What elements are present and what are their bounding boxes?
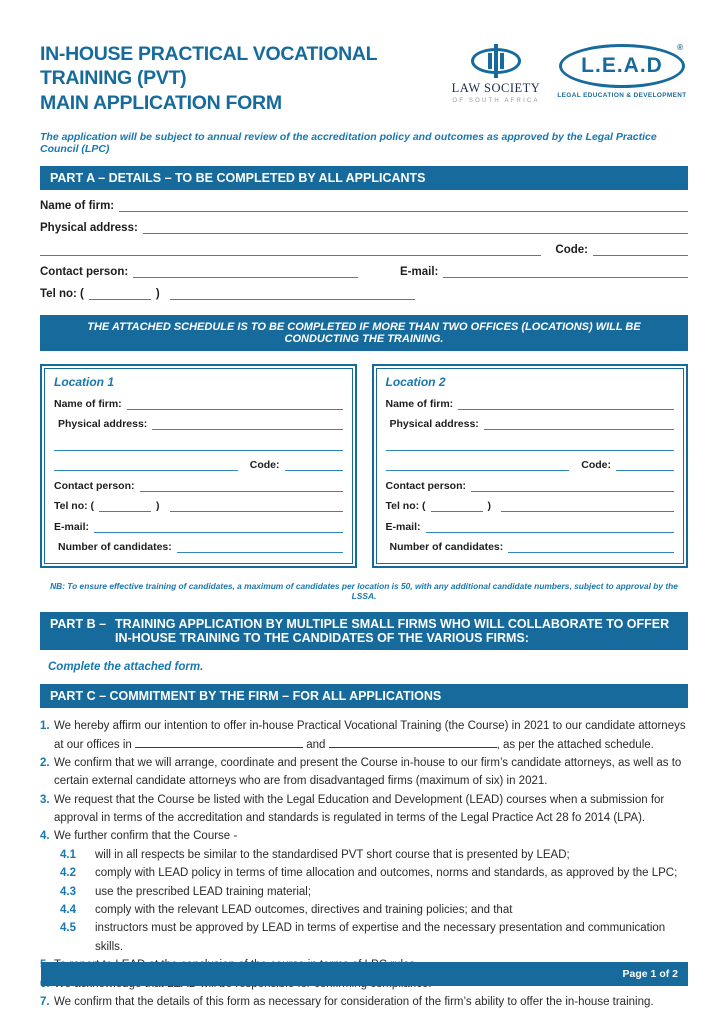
location-boxes bbox=[40, 364, 688, 568]
code-label: Code: bbox=[555, 244, 588, 257]
number-of-candidates-fill-line bbox=[177, 541, 343, 553]
item-text: We confirm that the details of this form as necessary for consideration of the firm’s ability to offer the in-house training. bbox=[54, 995, 654, 1008]
address-continuation-fill-line bbox=[40, 243, 541, 256]
contact-person-label: Contact person: bbox=[54, 479, 135, 492]
code-label: Code: bbox=[249, 459, 280, 472]
partc-item-4-5 bbox=[40, 919, 688, 956]
item-text: We further confirm that the Course - bbox=[54, 830, 238, 843]
loc1-row-address-code bbox=[54, 459, 343, 471]
item-number: 4.1 bbox=[60, 848, 76, 861]
item-text-segment: and bbox=[306, 738, 326, 751]
form-row-physical-address bbox=[40, 221, 688, 234]
tel-number-fill-line bbox=[501, 500, 674, 512]
item-text: We confirm that we will arrange, coordinate and present the Course in-house to our firm’s candidate attorneys, as well as to certain external candidate attorneys who are from disadvantaged firms (maximum of six) in 2021. bbox=[54, 756, 682, 788]
name-of-firm-fill-line bbox=[119, 199, 688, 212]
name-of-firm-fill-line bbox=[458, 398, 674, 410]
name-of-firm-fill-line bbox=[127, 398, 343, 410]
law-society-subtitle: OF SOUTH AFRICA bbox=[452, 98, 540, 104]
loc2-row-contact-person bbox=[386, 480, 675, 492]
email-label: E-mail: bbox=[385, 520, 421, 533]
item-number: 2. bbox=[40, 756, 50, 769]
item-number: 1. bbox=[40, 720, 50, 733]
partc-item-3 bbox=[40, 791, 688, 828]
contact-person-fill-line bbox=[140, 480, 343, 492]
tel-area-code-fill-line bbox=[431, 500, 483, 512]
schedule-banner: THE ATTACHED SCHEDULE IS TO BE COMPLETED IF MORE THAN TWO OFFICES (LOCATIONS) WILL BE CONDUCTING THE TRAINING. bbox=[40, 315, 688, 351]
location-1-title: Location 1 bbox=[54, 375, 115, 390]
email-fill-line bbox=[443, 265, 688, 278]
header bbox=[40, 42, 688, 115]
page-title-line2: MAIN APPLICATION FORM bbox=[40, 91, 282, 114]
office-1-fill-line bbox=[135, 737, 303, 748]
part-c-banner: PART C – COMMITMENT BY THE FIRM – FOR ALL APPLICATIONS bbox=[40, 684, 688, 708]
partc-item-4-4 bbox=[40, 901, 688, 919]
part-a-banner: PART A – DETAILS – TO BE COMPLETED BY ALL APPLICANTS bbox=[40, 166, 688, 190]
address-fill-line bbox=[386, 459, 570, 471]
partc-item-1 bbox=[40, 717, 688, 754]
partc-item-4-2 bbox=[40, 864, 688, 882]
physical-address-label: Physical address: bbox=[58, 418, 148, 431]
loc2-row-number-of-candidates bbox=[386, 541, 675, 553]
email-label: E-mail: bbox=[54, 520, 90, 533]
loc1-row-contact-person bbox=[54, 480, 343, 492]
office-2-fill-line bbox=[329, 737, 497, 748]
part-b-instruction: Complete the attached form. bbox=[48, 661, 204, 674]
tel-number-fill-line bbox=[170, 287, 415, 300]
email-label: E-mail: bbox=[400, 266, 439, 279]
form-row-tel-no bbox=[40, 287, 688, 300]
contact-person-label: Contact person: bbox=[385, 479, 467, 492]
tel-no-label: Tel no: ( bbox=[385, 500, 426, 513]
form-row-contact-email bbox=[40, 265, 688, 278]
code-fill-line bbox=[616, 459, 674, 471]
partc-item-7 bbox=[40, 993, 688, 1011]
item-text: comply with the relevant LEAD outcomes, directives and training policies; and that bbox=[95, 904, 513, 917]
partc-item-2 bbox=[40, 754, 688, 791]
address-fill-line bbox=[54, 439, 343, 451]
partc-item-4-1 bbox=[40, 846, 688, 864]
number-of-candidates-fill-line bbox=[508, 541, 674, 553]
tel-no-close-paren: ) bbox=[487, 500, 492, 513]
number-of-candidates-label: Number of candidates: bbox=[389, 541, 504, 554]
contact-person-fill-line bbox=[133, 265, 358, 278]
loc1-row-email bbox=[54, 521, 343, 533]
lead-ellipse-icon bbox=[559, 44, 685, 88]
law-society-column-icon bbox=[471, 44, 521, 78]
physical-address-label: Physical address: bbox=[40, 222, 138, 235]
review-note: The application will be subject to annual review of the accreditation policy and outcomes as approved by the Legal Practice Council (LPC) bbox=[40, 131, 657, 156]
item-text: will in all respects be similar to the standardised PVT short course that is presented by LEAD; bbox=[95, 848, 570, 861]
tel-number-fill-line bbox=[170, 500, 343, 512]
loc2-row-address-code bbox=[386, 459, 675, 471]
page-title bbox=[40, 42, 450, 115]
code-fill-line bbox=[285, 459, 343, 471]
number-of-candidates-label: Number of candidates: bbox=[58, 541, 172, 554]
form-row-name-of-firm bbox=[40, 199, 688, 212]
item-number: 4. bbox=[40, 830, 50, 843]
tel-no-label: Tel no: ( bbox=[40, 288, 84, 301]
item-number: 7. bbox=[40, 995, 50, 1008]
address-fill-line bbox=[386, 439, 675, 451]
item-number: 4.2 bbox=[60, 867, 76, 880]
name-of-firm-label: Name of firm: bbox=[385, 397, 454, 410]
address-fill-line bbox=[54, 459, 238, 471]
item-text: instructors must be approved by LEAD in terms of expertise and the necessary presentation and communication skills. bbox=[95, 922, 666, 953]
code-fill-line bbox=[593, 243, 688, 256]
physical-address-fill-line bbox=[484, 418, 674, 430]
part-b-prefix: PART B – bbox=[50, 617, 107, 632]
item-text-segment: We hereby affirm our intention to offer in-house Practical Vocational Training (the Course) in 2021 to our candidate attorneys at our offices in bbox=[54, 720, 686, 751]
tel-area-code-fill-line bbox=[89, 287, 151, 300]
page-title-line1: IN-HOUSE PRACTICAL VOCATIONAL TRAINING (PVT) bbox=[40, 43, 377, 90]
name-of-firm-label: Name of firm: bbox=[54, 397, 122, 410]
email-fill-line bbox=[94, 521, 342, 533]
item-text: We request that the Course be listed with the Legal Education and Development (LEAD) courses when a submission for approval in terms of the accreditation and standards is regulated in terms of the Legal Practice Act 28 fo 2014 (LPA). bbox=[54, 793, 665, 825]
loc2-row-email bbox=[386, 521, 675, 533]
part-b-banner bbox=[40, 612, 688, 650]
physical-address-fill-line bbox=[152, 418, 342, 430]
loc1-row-tel-no bbox=[54, 500, 343, 512]
location-2-box bbox=[372, 364, 689, 568]
loc2-row-name-of-firm bbox=[386, 398, 675, 410]
physical-address-fill-line bbox=[143, 221, 688, 234]
tel-no-close-paren: ) bbox=[155, 288, 160, 301]
footer-bar bbox=[41, 962, 688, 986]
loc2-row-address-line2 bbox=[386, 439, 675, 451]
lead-logo bbox=[556, 44, 688, 99]
item-number: 4.4 bbox=[60, 904, 76, 917]
item-number: 4.5 bbox=[60, 922, 76, 935]
part-b-heading-text: TRAINING APPLICATION BY MULTIPLE SMALL FIRMS WHO WILL COLLABORATE TO OFFER IN-HOUSE TRAINING TO THE CANDIDATES OF THE VARIOUS FIRMS: bbox=[115, 617, 670, 646]
item-number: 4.3 bbox=[60, 885, 76, 898]
law-society-logo bbox=[450, 44, 542, 104]
loc1-row-address-line2 bbox=[54, 439, 343, 451]
tel-area-code-fill-line bbox=[99, 500, 151, 512]
loc2-row-physical-address bbox=[386, 418, 675, 430]
tel-no-label: Tel no: ( bbox=[54, 500, 95, 513]
registered-trademark-icon: ® bbox=[677, 43, 683, 52]
form-row-address-code bbox=[40, 243, 688, 256]
nb-note: NB: To ensure effective training of candidates, a maximum of candidates per location is 50, with any additional candidate numbers, subject to approval by the LSSA. bbox=[50, 581, 678, 602]
loc2-row-tel-no bbox=[386, 500, 675, 512]
logos bbox=[450, 42, 688, 104]
lead-subtitle: LEGAL EDUCATION & DEVELOPMENT bbox=[557, 92, 687, 99]
tel-no-close-paren: ) bbox=[156, 500, 160, 513]
code-label: Code: bbox=[581, 459, 611, 472]
lead-name: L.E.A.D bbox=[581, 54, 663, 77]
loc1-row-number-of-candidates bbox=[54, 541, 343, 553]
physical-address-label: Physical address: bbox=[389, 418, 479, 431]
loc1-row-name-of-firm bbox=[54, 398, 343, 410]
item-text: comply with LEAD policy in terms of time allocation and outcomes, norms and standards, as approved by the LPC; bbox=[95, 867, 678, 880]
partc-item-4-3 bbox=[40, 883, 688, 901]
law-society-name: LAW SOCIETY bbox=[451, 81, 541, 95]
location-2-title: Location 2 bbox=[385, 375, 446, 390]
name-of-firm-label: Name of firm: bbox=[40, 200, 115, 213]
email-fill-line bbox=[426, 521, 674, 533]
contact-person-label: Contact person: bbox=[40, 266, 129, 279]
location-1-box bbox=[40, 364, 357, 568]
partc-item-4 bbox=[40, 827, 688, 845]
item-text-segment: , as per the attached schedule. bbox=[496, 738, 654, 751]
item-text: use the prescribed LEAD training material; bbox=[95, 885, 312, 898]
contact-person-fill-line bbox=[471, 480, 674, 492]
loc1-row-physical-address bbox=[54, 418, 343, 430]
page-number: Page 1 of 2 bbox=[622, 968, 678, 980]
item-number: 3. bbox=[40, 793, 50, 806]
